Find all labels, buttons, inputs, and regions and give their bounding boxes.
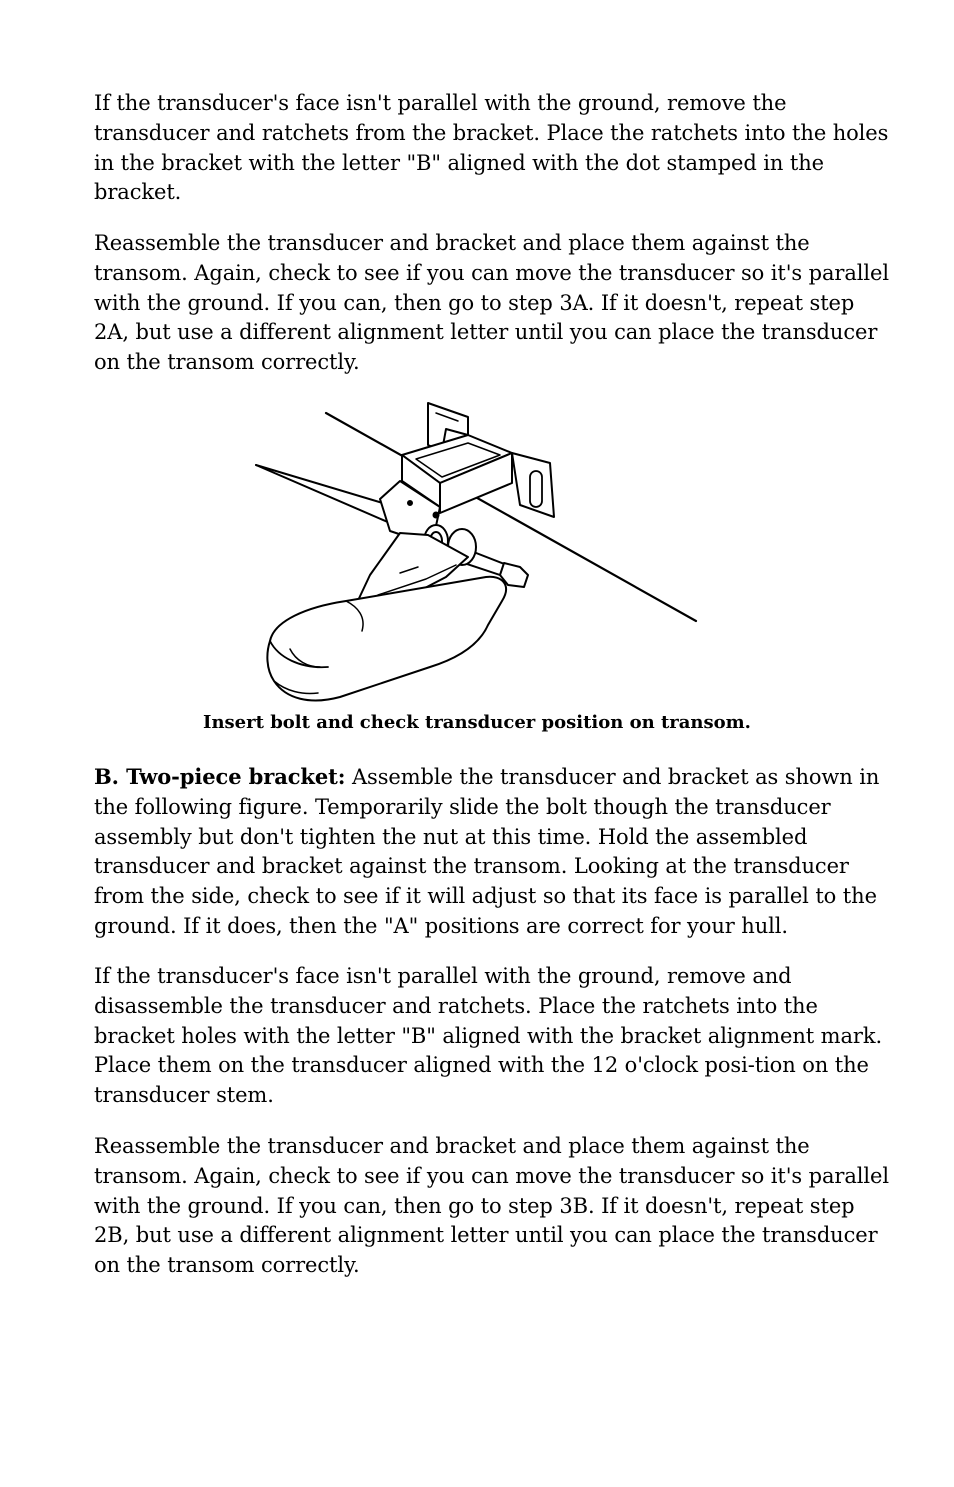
paragraph-reassemble-3a: Reassemble the transducer and bracket and place them against the transom. Again, check to see if you can move the transducer so it's parallel with the ground. If you can, then go to step 3A. If it doesn't, repeat step 2A, but use a different alignment letter until you can place the transducer on the transom correctly.	[94, 231, 889, 375]
paragraph-reassemble-3b: Reassemble the transducer and bracket and place them against the transom. Again, check to see if you can move the transducer so it's parallel with the ground. If you can, then go to step 3B. If it doesn't, repeat step 2B, but use a different alignment letter until you can place the transducer on the transom correctly.	[94, 1134, 889, 1278]
paragraph-two-piece-bracket-body: Assemble the transducer and bracket as shown in the following figure. Temporarily slide the bolt though the transducer assembly but don't tighten the nut at this time. Hold the assembled transducer and bracket against the transom. Looking at the transducer from the side, check to see if it will adjust so that its face is parallel to the ground. If it does, then the "A" positions are correct for your hull.	[94, 765, 880, 938]
paragraph-two-piece-bracket	[94, 762, 894, 942]
paragraph-ratchet-b-alignment: If the transducer's face isn't parallel with the ground, remove the transducer and ratchets from the bracket. Place the ratchets into the holes in the bracket with the letter "B" aligned with the dot stamped in the bracket.	[94, 91, 889, 205]
figure-caption: Insert bolt and check transducer position on transom.	[203, 712, 751, 733]
paragraph-disassemble-ratchets: If the transducer's face isn't parallel with the ground, remove and disassemble the transducer and ratchets. Place the ratchets into the bracket holes with the letter "B" aligned with the bracket alignment mark. Place them on the transducer aligned with the 12 o'clock posi-tion on the transducer stem.	[94, 964, 883, 1108]
section-heading-two-piece-bracket: B. Two-piece bracket:	[94, 764, 346, 789]
transducer-bracket-figure	[250, 395, 710, 713]
transducer-bracket-illustration	[250, 395, 710, 713]
